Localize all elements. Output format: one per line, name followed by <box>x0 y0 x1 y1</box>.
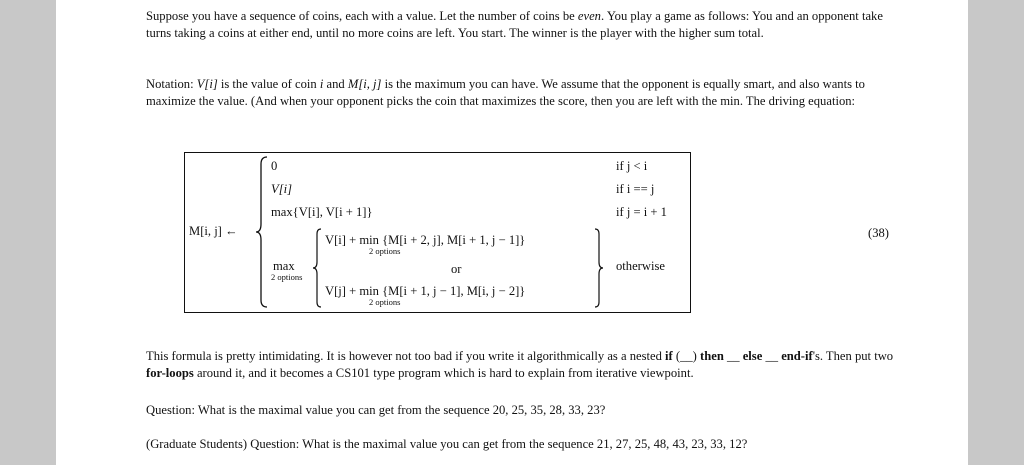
notation-label: Notation: <box>146 77 197 91</box>
inner-right-brace <box>594 228 604 308</box>
outer-brace <box>255 156 269 308</box>
case2-condition: if i == j <box>616 182 655 196</box>
notation-text: is the value of coin <box>217 77 320 91</box>
explanation-text: around it, and it becomes a CS101 type program which is hard to explain from iterative viewpoint. <box>193 366 694 380</box>
explanation-text: __ <box>762 349 782 363</box>
notation-text: and <box>323 77 348 91</box>
notation-paragraph <box>146 76 906 110</box>
otherwise-condition: otherwise <box>616 259 665 273</box>
keyword-for-loops: for-loops <box>146 366 194 380</box>
case3-condition: if j = i + 1 <box>616 205 667 219</box>
notation-i: i <box>319 77 324 91</box>
intro-paragraph <box>146 8 906 42</box>
keyword-else: else <box>742 349 763 363</box>
equation-lhs: M[i, j] ← <box>189 224 238 238</box>
case1-condition: if j < i <box>616 159 648 173</box>
explanation-text: 's. Then put two <box>812 349 894 363</box>
intro-text: Suppose you have a sequence of coins, each with a value. Let the number of coins be <box>146 9 578 23</box>
question-1: Question: What is the maximal value you can get from the sequence 20, 25, 35, 28, 33, 23? <box>146 403 606 417</box>
equation-box <box>184 152 691 313</box>
keyword-if: if <box>665 349 673 363</box>
explanation-text: __ <box>723 349 743 363</box>
inner-option-1-subscript: 2 options <box>369 246 401 256</box>
intro-even: even <box>577 9 601 23</box>
case2-value: V[i] <box>271 182 292 196</box>
max-operator: max <box>273 259 295 273</box>
case3-value: max{V[i], V[i + 1]} <box>271 205 373 219</box>
max-subscript: 2 options <box>271 272 303 282</box>
notation-min: min <box>720 94 740 108</box>
explanation-text: (__) <box>672 349 701 363</box>
inner-option-2-subscript: 2 options <box>369 297 401 307</box>
notation-text: . The driving equation: <box>739 94 856 108</box>
notation-text: is the maximum you can have. We assume that the opponent is equally smart, and also wants to maximize the value. (And when your opponent picks the coin that maximizes the score, then you are left with the <box>146 77 865 108</box>
intro-text-end: . You play a game as follows: You and an opponent take turns taking a coins at either end, until no more coins are left. You start. The winner is the player with the higher sum total. <box>146 9 883 40</box>
case1-value: 0 <box>271 159 278 173</box>
inner-option-1: V[i] + min {M[i + 2, j], M[i + 1, j − 1]} <box>325 233 526 247</box>
notation-mij: M[i, j] <box>347 77 382 91</box>
or-label: or <box>451 262 462 276</box>
question-2: (Graduate Students) Question: What is the maximal value you can get from the sequence 21, 27, 25, 48, 43, 23, 33, 12? <box>146 437 748 451</box>
inner-option-2: V[j] + min {M[i + 1, j − 1], M[i, j − 2]} <box>325 284 526 298</box>
keyword-endif: end-if <box>781 349 813 363</box>
inner-left-brace <box>312 228 322 308</box>
explanation-paragraph <box>146 348 906 382</box>
keyword-then: then <box>700 349 724 363</box>
notation-vi: V[i] <box>196 77 218 91</box>
document-page <box>56 0 968 465</box>
explanation-text: This formula is pretty intimidating. It is however not too bad if you write it algorithmically as a nested <box>146 349 666 363</box>
equation-number: (38) <box>868 226 889 240</box>
